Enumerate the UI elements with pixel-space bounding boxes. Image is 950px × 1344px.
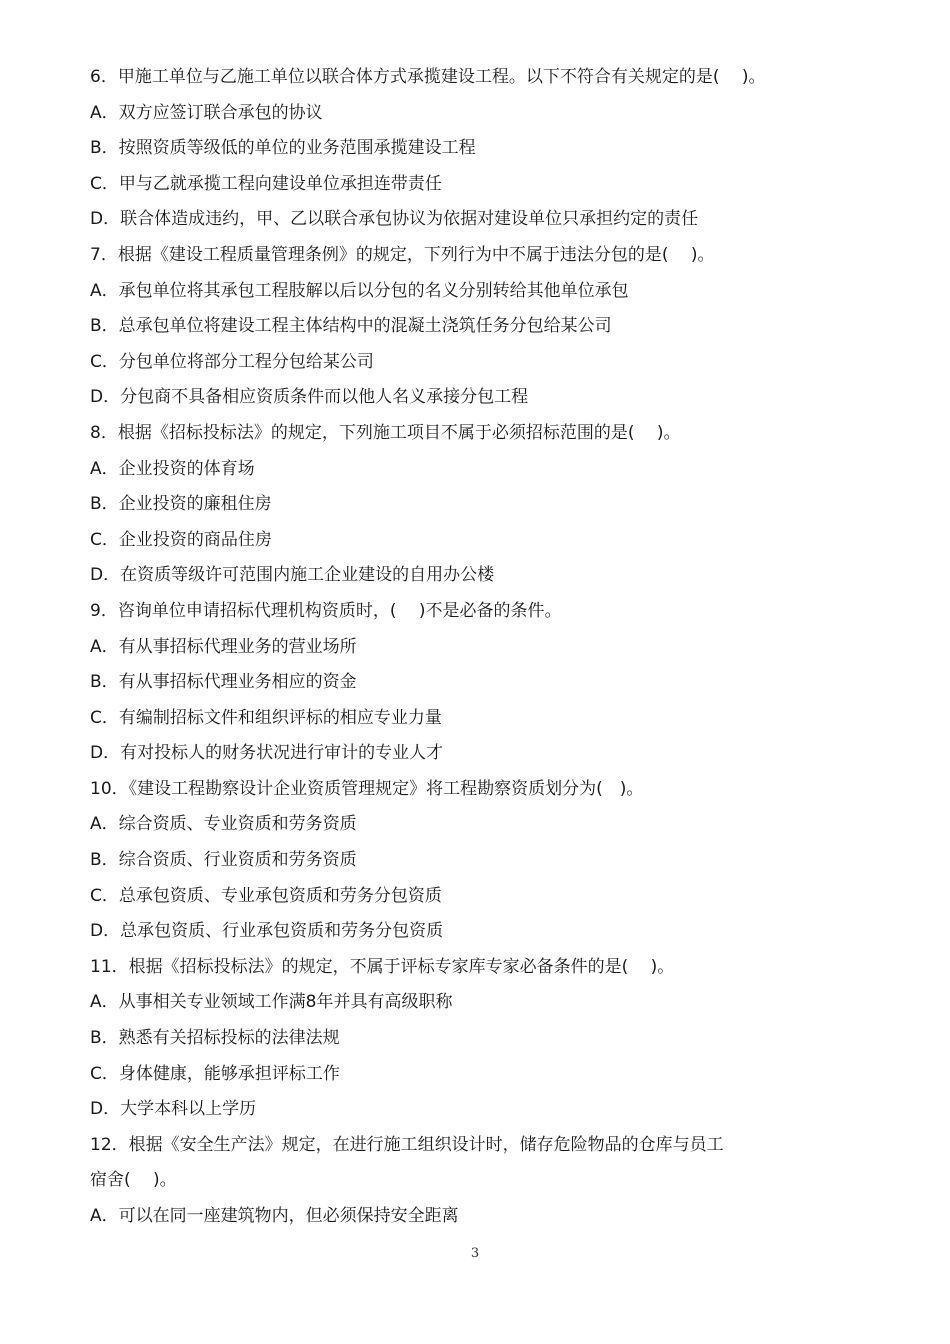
question-11-option-a: A．从事相关专业领域工作满8年并具有高级职称	[90, 992, 453, 1013]
question-6-option-c: C．甲与乙就承揽工程向建设单位承担连带责任	[90, 173, 442, 194]
question-10-option-d: D．总承包资质、行业承包资质和劳务分包资质	[90, 921, 444, 942]
question-10-option-b: B．综合资质、行业资质和劳务资质	[90, 850, 357, 871]
question-8-option-d: D．在资质等级许可范围内施工企业建设的自用办公楼	[90, 565, 495, 586]
page-number: 3	[470, 1246, 480, 1261]
question-8-stem: 8．根据《招标投标法》的规定，下列施工项目不属于必须招标范围的是( )。	[90, 422, 681, 443]
question-12-stem-continued: 宿舍( )。	[90, 1170, 177, 1191]
question-7-option-c: C．分包单位将部分工程分包给某公司	[90, 351, 374, 372]
question-7-option-d: D．分包商不具备相应资质条件而以他人名义承接分包工程	[90, 387, 529, 408]
question-9-option-c: C．有编制招标文件和组织评标的相应专业力量	[90, 707, 442, 728]
question-10-option-a: A．综合资质、专业资质和劳务资质	[90, 814, 357, 835]
question-8-option-a: A．企业投资的体育场	[90, 458, 255, 479]
question-9-option-b: B．有从事招标代理业务相应的资金	[90, 672, 357, 693]
question-10-option-c: C．总承包资质、专业承包资质和劳务分包资质	[90, 885, 442, 906]
question-7-option-b: B．总承包单位将建设工程主体结构中的混凝土浇筑任务分包给某公司	[90, 316, 612, 337]
question-8-option-b: B．企业投资的廉租住房	[90, 494, 272, 515]
question-10-stem: 10．《建设工程勘察设计企业资质管理规定》将工程勘察资质划分为( )。	[90, 778, 644, 799]
question-9-option-a: A．有从事招标代理业务的营业场所	[90, 636, 357, 657]
question-11-option-b: B．熟悉有关招标投标的法律法规	[90, 1028, 340, 1049]
question-11-stem: 11．根据《招标投标法》的规定，不属于评标专家库专家必备条件的是( )。	[90, 956, 675, 977]
question-6-stem: 6．甲施工单位与乙施工单位以联合体方式承揽建设工程。以下不符合有关规定的是( )。	[90, 67, 766, 87]
question-9-stem: 9．咨询单位申请招标代理机构资质时，( )不是必备的条件。	[90, 600, 562, 621]
question-12-stem: 12．根据《安全生产法》规定，在进行施工组织设计时，储存危险物品的仓库与员工	[90, 1134, 724, 1155]
question-9-option-d: D．有对投标人的财务状况进行审计的专业人才	[90, 743, 444, 764]
question-12-option-a: A．可以在同一座建筑物内，但必须保持安全距离	[90, 1206, 459, 1226]
question-11-option-c: C．身体健康，能够承担评标工作	[90, 1063, 340, 1084]
question-6-option-b: B．按照资质等级低的单位的业务范围承揽建设工程	[90, 138, 476, 159]
question-6-option-d: D．联合体造成违约，甲、乙以联合承包协议为依据对建设单位只承担约定的责任	[90, 209, 699, 230]
question-8-option-c: C．企业投资的商品住房	[90, 529, 272, 550]
question-11-option-d: D．大学本科以上学历	[90, 1099, 257, 1120]
question-list	[90, 62, 880, 1237]
question-7-option-a: A．承包单位将其承包工程肢解以后以分包的名义分别转给其他单位承包	[90, 280, 629, 301]
question-7-stem: 7．根据《建设工程质量管理条例》的规定，下列行为中不属于违法分包的是( )。	[90, 244, 715, 265]
question-6-option-a: A．双方应签订联合承包的协议	[90, 102, 323, 123]
